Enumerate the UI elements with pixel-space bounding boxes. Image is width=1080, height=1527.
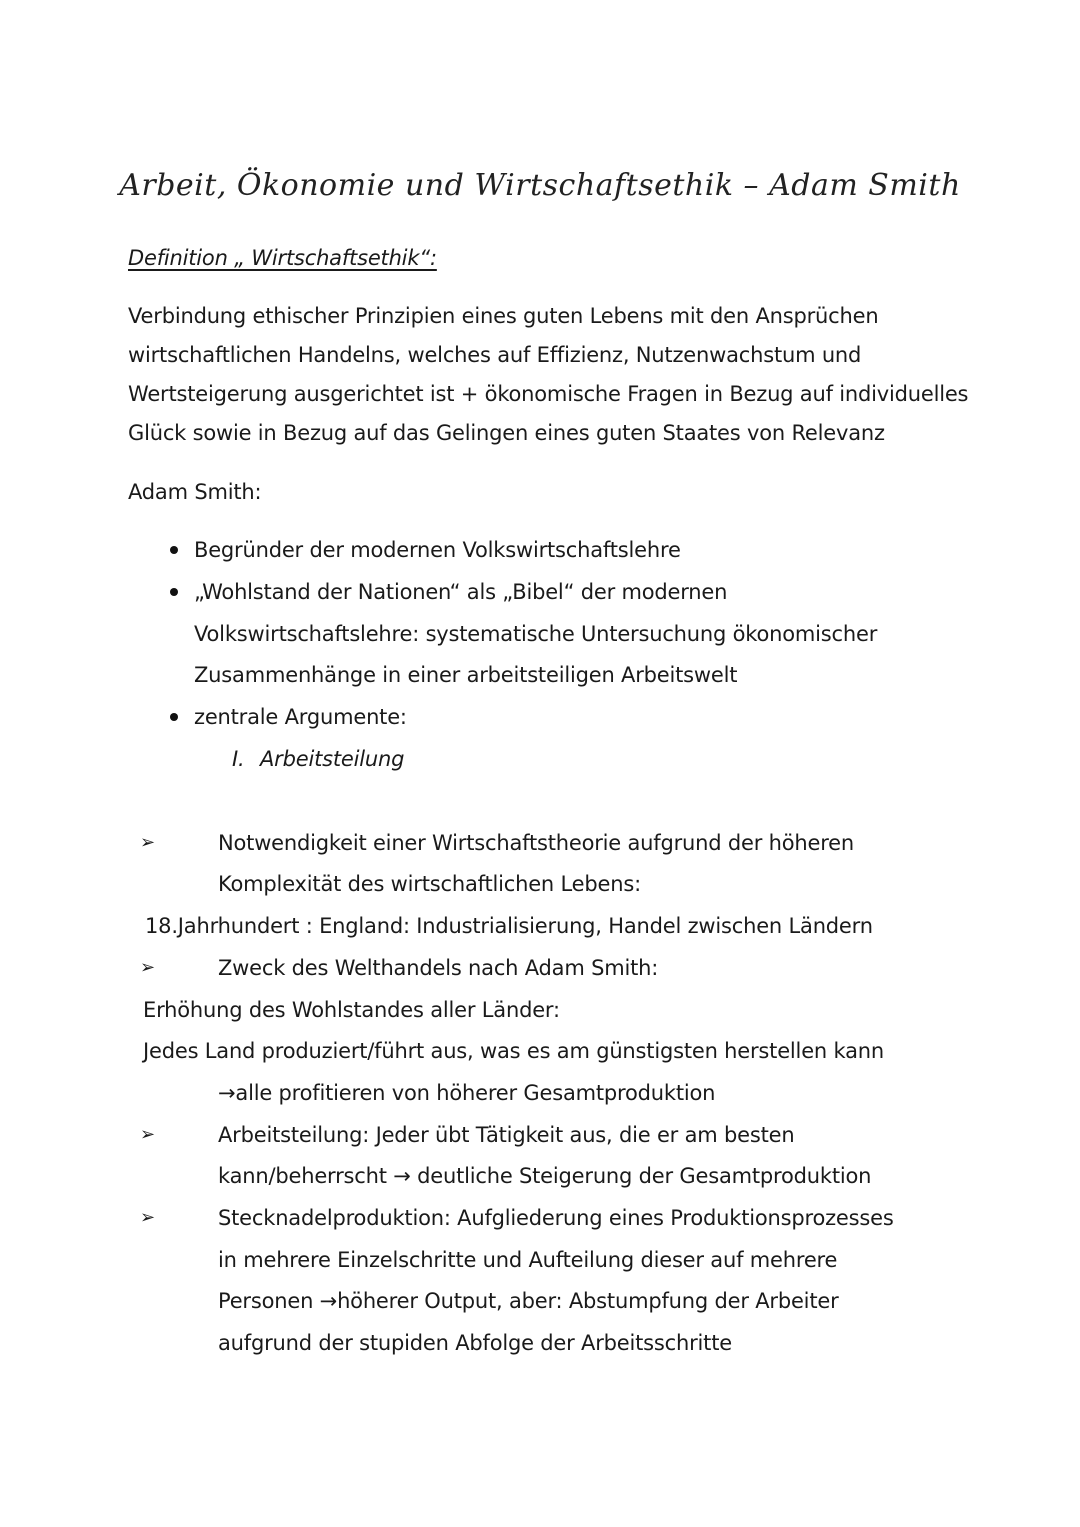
bullet-text: „Wohlstand der Nationen“ als „Bibel“ der modernen xyxy=(194,580,728,604)
bullet-dot xyxy=(170,546,178,554)
smith-heading: Adam Smith: xyxy=(128,480,262,504)
bullet-text: zentrale Argumente: xyxy=(194,705,407,729)
arrow-bullet-icon: ➢ xyxy=(140,1207,156,1228)
bullet-dot xyxy=(170,713,178,721)
definition-line: wirtschaftlichen Handelns, welches auf Effizienz, Nutzenwachstum und xyxy=(128,343,862,367)
definition-line: Glück sowie in Bezug auf das Gelingen eines guten Staates von Relevanz xyxy=(128,421,885,445)
note-text: Zweck des Welthandels nach Adam Smith: xyxy=(218,956,659,980)
arrow-bullet-icon: ➢ xyxy=(140,957,156,978)
note-text: 18.Jahrhundert : England: Industrialisierung, Handel zwischen Ländern xyxy=(145,914,873,938)
definition-line: Verbindung ethischer Prinzipien eines guten Lebens mit den Ansprüchen xyxy=(128,304,879,328)
bullet-text: Zusammenhänge in einer arbeitsteiligen Arbeitswelt xyxy=(194,663,738,687)
note-text: Arbeitsteilung: Jeder übt Tätigkeit aus, die er am besten xyxy=(218,1123,795,1147)
note-text: kann/beherrscht → deutliche Steigerung der Gesamtproduktion xyxy=(218,1164,872,1188)
note-text: Jedes Land produziert/führt aus, was es am günstigsten herstellen kann xyxy=(143,1039,884,1063)
definition-line: Wertsteigerung ausgerichtet ist + ökonomische Fragen in Bezug auf individuelles xyxy=(128,382,969,406)
numbered-item-number: I. xyxy=(232,747,245,771)
definition-heading: Definition „ Wirtschaftsethik“: xyxy=(128,246,437,270)
note-text: Notwendigkeit einer Wirtschaftstheorie aufgrund der höheren xyxy=(218,831,855,855)
note-text: Komplexität des wirtschaftlichen Lebens: xyxy=(218,872,641,896)
note-text: Erhöhung des Wohlstandes aller Länder: xyxy=(143,998,560,1022)
bullet-text: Begründer der modernen Volkswirtschaftslehre xyxy=(194,538,681,562)
arrow-bullet-icon: ➢ xyxy=(140,832,156,853)
arrow-bullet-icon: ➢ xyxy=(140,1124,156,1145)
numbered-item-label: Arbeitsteilung xyxy=(260,747,405,771)
note-text: aufgrund der stupiden Abfolge der Arbeitsschritte xyxy=(218,1331,732,1355)
bullet-text: Volkswirtschaftslehre: systematische Untersuchung ökonomischer xyxy=(194,622,878,646)
note-text: in mehrere Einzelschritte und Aufteilung dieser auf mehrere xyxy=(218,1248,838,1272)
note-text: →alle profitieren von höherer Gesamtproduktion xyxy=(218,1081,716,1105)
note-text: Stecknadelproduktion: Aufgliederung eines Produktionsprozesses xyxy=(218,1206,894,1230)
document-title: Arbeit, Ökonomie und Wirtschaftsethik – Adam Smith xyxy=(119,168,961,203)
bullet-dot xyxy=(170,588,178,596)
note-text: Personen →höherer Output, aber: Abstumpfung der Arbeiter xyxy=(218,1289,839,1313)
